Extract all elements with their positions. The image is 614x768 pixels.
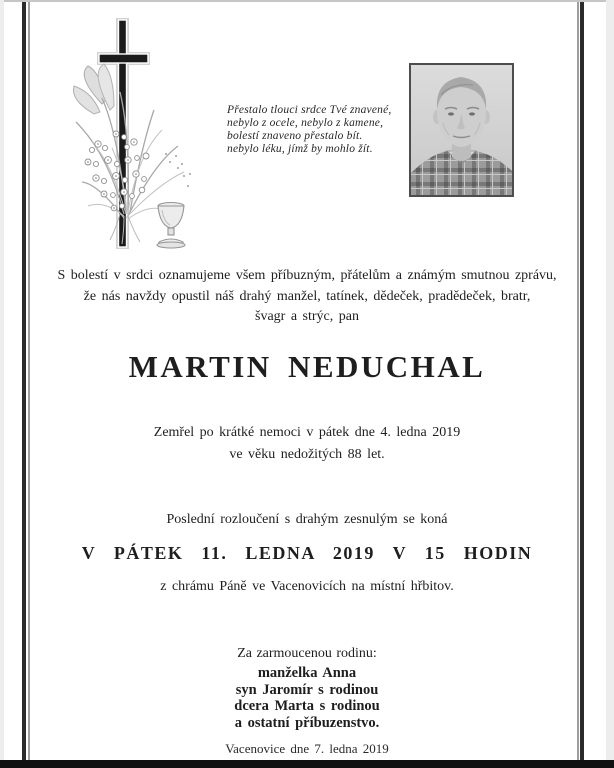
verse-line: Přestalo tlouci srdce Tvé znavené, xyxy=(227,104,392,116)
announcement-line: že nás navždy opustil náš drahý manžel, tatínek, dědeček, pradědeček, bratr, xyxy=(83,288,531,304)
family-member: syn Jaromír s rodinou xyxy=(235,681,379,698)
funeral-datetime: V PÁTEK 11. LEDNA 2019 V 15 HODIN xyxy=(81,543,533,563)
funeral-intro: Poslední rozloučení s drahým zesnulým se koná xyxy=(166,512,448,527)
death-info-line: ve věku nedožitých 88 let. xyxy=(229,446,385,462)
memorial-verse xyxy=(227,104,407,156)
death-info-line: Zemřel po krátké nemoci v pátek dne 4. ledna 2019 xyxy=(153,425,461,440)
place-and-date: Vacenovice dne 7. ledna 2019 xyxy=(225,741,389,756)
mourning-bar xyxy=(0,760,614,768)
announcement-text xyxy=(0,266,614,328)
verse-line: nebylo z ocele, nebylo z kamene, xyxy=(227,117,384,129)
deceased-name: MARTIN NEDUCHAL xyxy=(128,349,486,384)
announcement-line: švagr a strýc, pan xyxy=(255,309,359,324)
family-member: dcera Marta s rodinou xyxy=(234,698,380,714)
announcement-line: S bolestí v srdci oznamujeme všem příbuzným, přátelům a známým smutnou zprávu, xyxy=(57,268,557,283)
portrait-photo xyxy=(409,63,514,197)
family-member: a ostatní příbuzenstvo. xyxy=(234,714,380,731)
verse-line: bolestí znaveno přestalo bít. xyxy=(227,130,363,142)
scan-edge-top xyxy=(0,0,614,2)
funeral-location: z chrámu Páně ve Vacenovicích na místní hřbitov. xyxy=(160,579,454,594)
family-member: manželka Anna xyxy=(257,665,357,681)
family-intro: Za zarmoucenou rodinu: xyxy=(237,646,377,661)
cross-and-flowers-icon xyxy=(58,14,206,260)
death-info xyxy=(0,422,614,465)
family-members xyxy=(0,665,614,731)
verse-line: nebylo léku, jímž by mohlo žít. xyxy=(227,143,373,155)
